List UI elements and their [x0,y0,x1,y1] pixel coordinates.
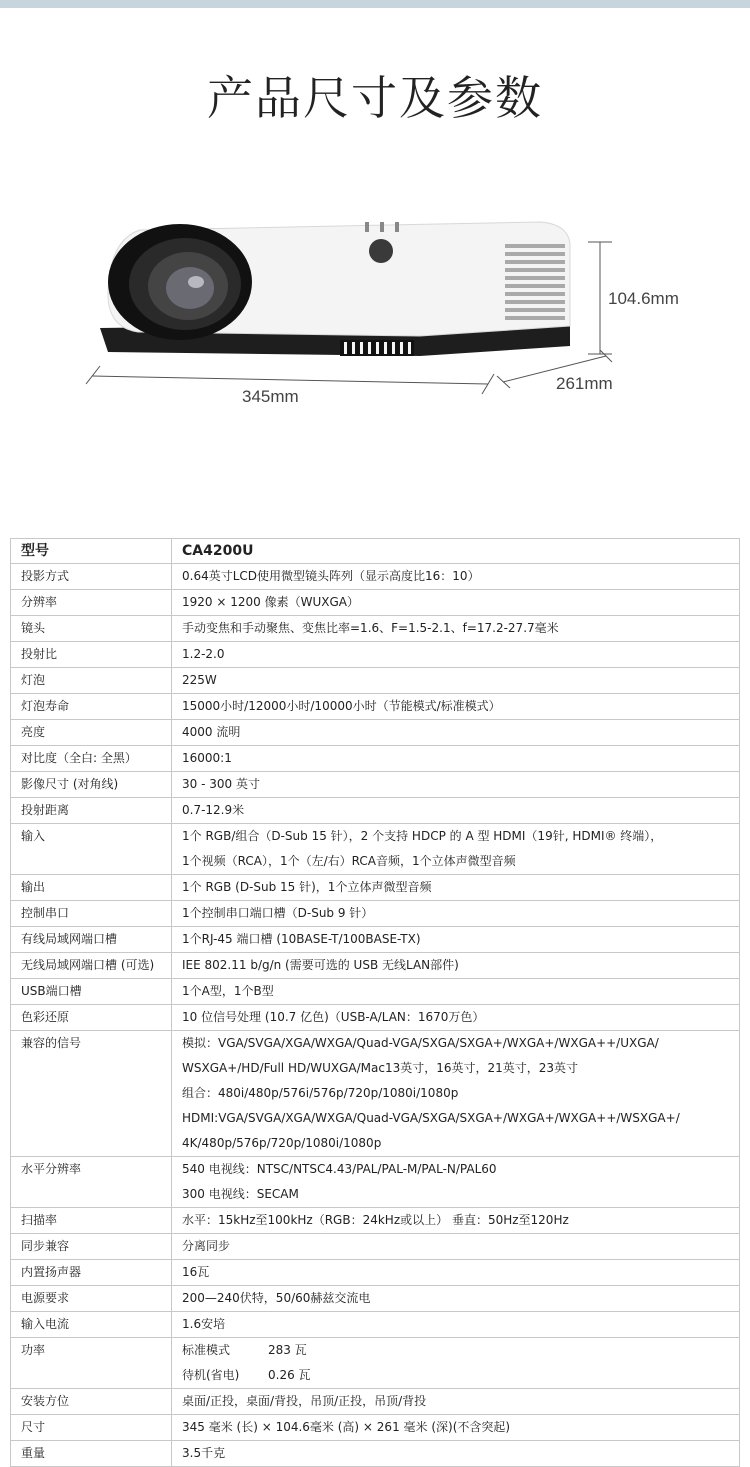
spec-row [11,1415,740,1441]
spec-value [172,590,740,616]
power-value: 283 瓦 [268,1343,307,1357]
spec-value-line: 30 - 300 英寸 [182,777,260,791]
spec-key: 功率 [11,1338,172,1389]
spec-value-line: 桌面/正投，桌面/背投，吊顶/正投，吊顶/背投 [182,1394,427,1408]
spec-row [11,953,740,979]
spec-row [11,875,740,901]
spec-row [11,642,740,668]
spec-row [11,1286,740,1312]
spec-value [172,1389,740,1415]
spec-value [172,694,740,720]
spec-value [172,668,740,694]
spec-value [172,1312,740,1338]
spec-row [11,1005,740,1031]
spec-value-line: HDMI:VGA/SVGA/XGA/WXGA/Quad-VGA/SXGA/SXGA+/WXGA+/WXGA++/WSXGA+/ [182,1111,680,1125]
spec-value-line: 4000 流明 [182,725,241,739]
power-mode: 标准模式 [182,1343,231,1357]
height-dimension-label: 104.6mm [608,289,679,308]
spec-row [11,927,740,953]
spec-row [11,616,740,642]
spec-value [172,824,740,875]
spec-value-line: 1个控制串口端口槽（D-Sub 9 针） [182,906,374,920]
width-dimension-label: 345mm [242,387,299,406]
spec-value-line: 水平：15kHz至100kHz（RGB：24kHz或以上） 垂直：50Hz至120Hz [182,1213,569,1227]
spec-value-line: 手动变焦和手动聚焦、变焦比率=1.6、F=1.5-2.1、f=17.2-27.7毫米 [182,621,559,635]
power-value: 0.26 瓦 [268,1368,311,1382]
spec-key: 同步兼容 [11,1234,172,1260]
spec-row [11,720,740,746]
spec-key: 输出 [11,875,172,901]
spec-key: 无线局域网端口槽 (可选) [11,953,172,979]
spec-row [11,746,740,772]
spec-value [172,901,740,927]
spec-key: 投射距离 [11,798,172,824]
spec-value-line: 模拟：VGA/SVGA/XGA/WXGA/Quad-VGA/SXGA/SXGA+/WXGA+/WXGA++/UXGA/ [182,1036,659,1050]
spec-value-line: 组合：480i/480p/576i/576p/720p/1080i/1080p [182,1086,459,1100]
spec-value-line: 345 毫米 (长) × 104.6毫米 (高) × 261 毫米 (深)(不含突起) [182,1420,511,1434]
spec-header-value: CA4200U [172,539,740,564]
spec-value-line: 1.6安培 [182,1317,226,1331]
spec-key: 尺寸 [11,1415,172,1441]
spec-value-line: 16瓦 [182,1265,210,1279]
spec-value [172,1031,740,1157]
spec-value [172,979,740,1005]
spec-value [172,746,740,772]
spec-key: 色彩还原 [11,1005,172,1031]
power-line [182,1363,729,1388]
spec-key: 扫描率 [11,1208,172,1234]
spec-value-line: 1920 × 1200 像素（WUXGA） [182,595,359,609]
spec-value-line: 1.2-2.0 [182,647,225,661]
spec-key: 输入电流 [11,1312,172,1338]
spec-key: 亮度 [11,720,172,746]
depth-dimension-label: 261mm [556,374,613,393]
product-dimension-figure [0,200,750,440]
spec-value [172,1208,740,1234]
spec-row [11,1441,740,1467]
spec-value-line: 225W [182,673,217,687]
spec-key: 投射比 [11,642,172,668]
spec-value-line: IEE 802.11 b/g/n (需要可选的 USB 无线LAN部件) [182,958,459,972]
spec-key: 分辨率 [11,590,172,616]
spec-key: 输入 [11,824,172,875]
spec-row [11,1031,740,1157]
spec-row [11,798,740,824]
spec-value-line: 16000:1 [182,751,232,765]
spec-value [172,720,740,746]
spec-value [172,927,740,953]
spec-row [11,824,740,875]
spec-value [172,953,740,979]
spec-key: 控制串口 [11,901,172,927]
spec-key: 对比度（全白: 全黑） [11,746,172,772]
spec-value-line: 4K/480p/576p/720p/1080i/1080p [182,1136,382,1150]
spec-key: 水平分辨率 [11,1157,172,1208]
spec-value-line: 15000小时/12000小时/10000小时（节能模式/标准模式） [182,699,501,713]
spec-key: 投影方式 [11,564,172,590]
spec-value [172,875,740,901]
power-line [182,1338,729,1363]
spec-key: 重量 [11,1441,172,1467]
front-vent [340,340,414,356]
spec-value-line: 540 电视线：NTSC/NTSC4.43/PAL/PAL-M/PAL-N/PAL60 [182,1162,497,1176]
spec-key: 安装方位 [11,1389,172,1415]
spec-key: 灯泡 [11,668,172,694]
spec-row [11,979,740,1005]
spec-key: 兼容的信号 [11,1031,172,1157]
spec-header-key: 型号 [11,539,172,564]
spec-value [172,1415,740,1441]
projector-illustration [0,200,750,440]
spec-value [172,616,740,642]
spec-row [11,564,740,590]
spec-value [172,1286,740,1312]
spec-value-line: WSXGA+/HD/Full HD/WUXGA/Mac13英寸，16英寸，21英寸，23英寸 [182,1061,579,1075]
spec-value-line: 1个A型，1个B型 [182,984,274,998]
spec-row [11,1234,740,1260]
spec-value [172,1441,740,1467]
spec-header-row [11,539,740,564]
spec-table [10,538,740,1467]
spec-value-line: 10 位信号处理 (10.7 亿色)（USB-A/LAN：1670万色） [182,1010,485,1024]
spec-value-line: 0.64英寸LCD使用微型镜头阵列（显示高度比16：10） [182,569,480,583]
spec-key: 影像尺寸 (对角线) [11,772,172,798]
spec-key: 电源要求 [11,1286,172,1312]
spec-value [172,642,740,668]
spec-value [172,1338,740,1389]
spec-value [172,1260,740,1286]
spec-key: 内置扬声器 [11,1260,172,1286]
spec-key: 有线局域网端口槽 [11,927,172,953]
spec-value [172,1234,740,1260]
spec-row [11,1208,740,1234]
spec-value [172,1005,740,1031]
spec-row [11,1260,740,1286]
spec-value-line: 3.5千克 [182,1446,226,1460]
spec-value-line: 200—240伏特，50/60赫兹交流电 [182,1291,371,1305]
spec-row [11,1389,740,1415]
spec-key: USB端口槽 [11,979,172,1005]
power-mode: 待机(省电) [182,1368,240,1382]
spec-value-line: 300 电视线：SECAM [182,1187,299,1201]
spec-key: 灯泡寿命 [11,694,172,720]
spec-row [11,590,740,616]
spec-row [11,694,740,720]
spec-value-line: 1个 RGB/组合（D-Sub 15 针），2 个支持 HDCP 的 A 型 HDMI（19针, HDMI® 终端）， [182,829,663,843]
spec-value-line: 0.7-12.9米 [182,803,245,817]
spec-value [172,564,740,590]
spec-value-line: 1个 RGB (D-Sub 15 针)，1个立体声微型音频 [182,880,432,894]
lens [108,224,252,340]
spec-row [11,772,740,798]
spec-value-line: 1个RJ-45 端口槽 (10BASE-T/100BASE-TX) [182,932,421,946]
spec-row [11,1312,740,1338]
spec-row [11,901,740,927]
top-accent-bar [0,0,750,8]
spec-value [172,772,740,798]
spec-value-line: 分离同步 [182,1239,231,1253]
spec-value [172,798,740,824]
spec-row [11,668,740,694]
spec-value-line: 1个视频（RCA），1个（左/右）RCA音频，1个立体声微型音频 [182,854,516,868]
spec-row-power [11,1338,740,1389]
page-title: 产品尺寸及参数 [207,71,543,125]
spec-value [172,1157,740,1208]
spec-key: 镜头 [11,616,172,642]
spec-row [11,1157,740,1208]
